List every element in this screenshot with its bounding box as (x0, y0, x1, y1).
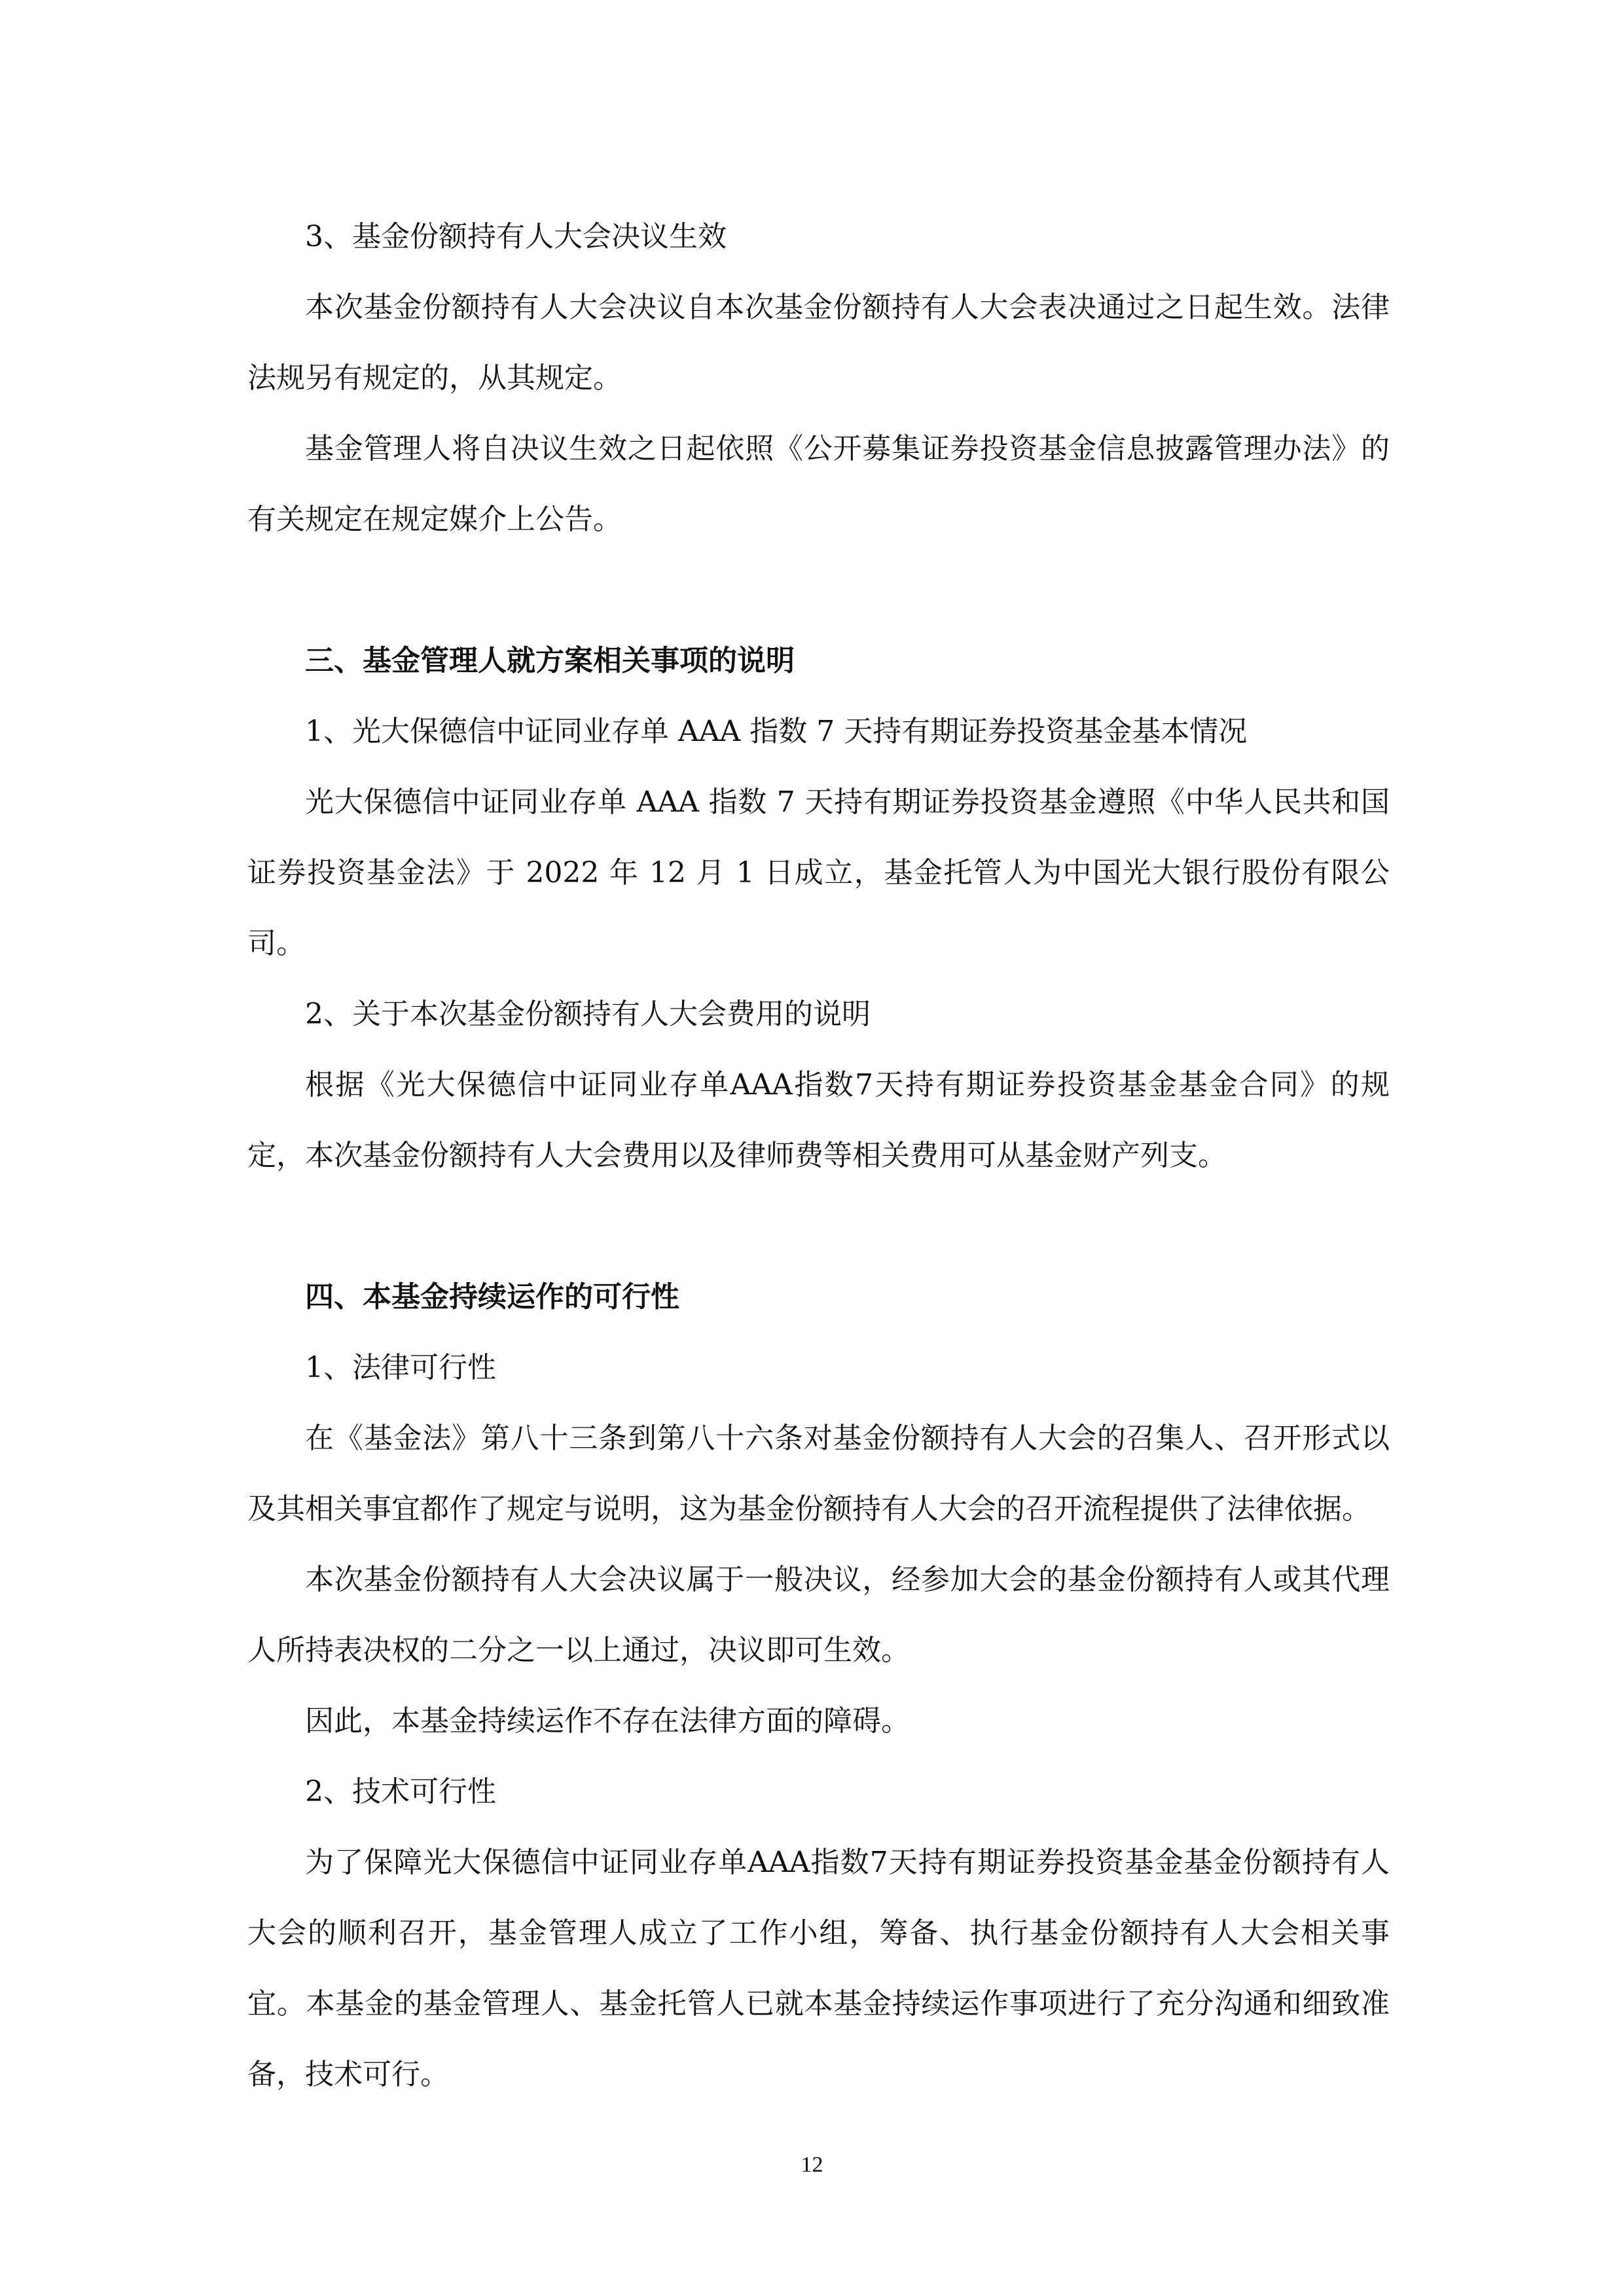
section-gap (247, 1191, 1390, 1262)
section3-heading: 三、基金管理人就方案相关事项的说明 (305, 644, 795, 677)
document-body (247, 202, 1390, 2110)
section3-item2-paragraph: 根据《光大保德信中证同业存单AAA指数7天持有期证券投资基金基金合同》的规定，本次基金份额持有人大会费用以及律师费等相关费用可从基金财产列支。 (247, 1068, 1390, 1172)
section3-item2-title: 2、关于本次基金份额持有人大会费用的说明 (305, 997, 871, 1031)
section-gap (247, 555, 1390, 626)
section4-item2-title: 2、技术可行性 (305, 1775, 496, 1808)
section4-item1-paragraph-2: 本次基金份额持有人大会决议属于一般决议，经参加大会的基金份额持有人或其代理人所持表决权的二分之一以上通过，决议即可生效。 (247, 1563, 1390, 1667)
section3-item1-title: 1、光大保德信中证同业存单 AAA 指数 7 天持有期证券投资基金基本情况 (305, 715, 1248, 748)
page-number: 12 (801, 2153, 823, 2177)
item3-paragraph-1: 本次基金份额持有人大会决议自本次基金份额持有人大会表决通过之日起生效。法律法规另有规定的，从其规定。 (247, 291, 1390, 395)
section4-heading: 四、本基金持续运作的可行性 (305, 1280, 679, 1314)
section4-item1-paragraph-3: 因此，本基金持续运作不存在法律方面的障碍。 (305, 1704, 910, 1738)
section4-item2-paragraph: 为了保障光大保德信中证同业存单AAA指数7天持有期证券投资基金基金份额持有人大会的顺利召开，基金管理人成立了工作小组，筹备、执行基金份额持有人大会相关事宜。本基金的基金管理人、基金托管人已就本基金持续运作事项进行了充分沟通和细致准备，技术可行。 (247, 1846, 1390, 2091)
section3-item1-paragraph: 光大保德信中证同业存单 AAA 指数 7 天持有期证券投资基金遵照《中华人民共和国证券投资基金法》于 2022 年 12 月 1 日成立，基金托管人为中国光大银行股份有限公司。 (247, 785, 1390, 960)
item3-paragraph-2: 基金管理人将自决议生效之日起依照《公开募集证券投资基金信息披露管理办法》的有关规定在规定媒介上公告。 (247, 432, 1390, 536)
item3-title: 3、基金份额持有人大会决议生效 (305, 220, 727, 253)
section4-item1-title: 1、法律可行性 (305, 1351, 496, 1384)
section4-item1-paragraph-1: 在《基金法》第八十三条到第八十六条对基金份额持有人大会的召集人、召开形式以及其相关事宜都作了规定与说明，这为基金份额持有人大会的召开流程提供了法律依据。 (247, 1422, 1390, 1526)
